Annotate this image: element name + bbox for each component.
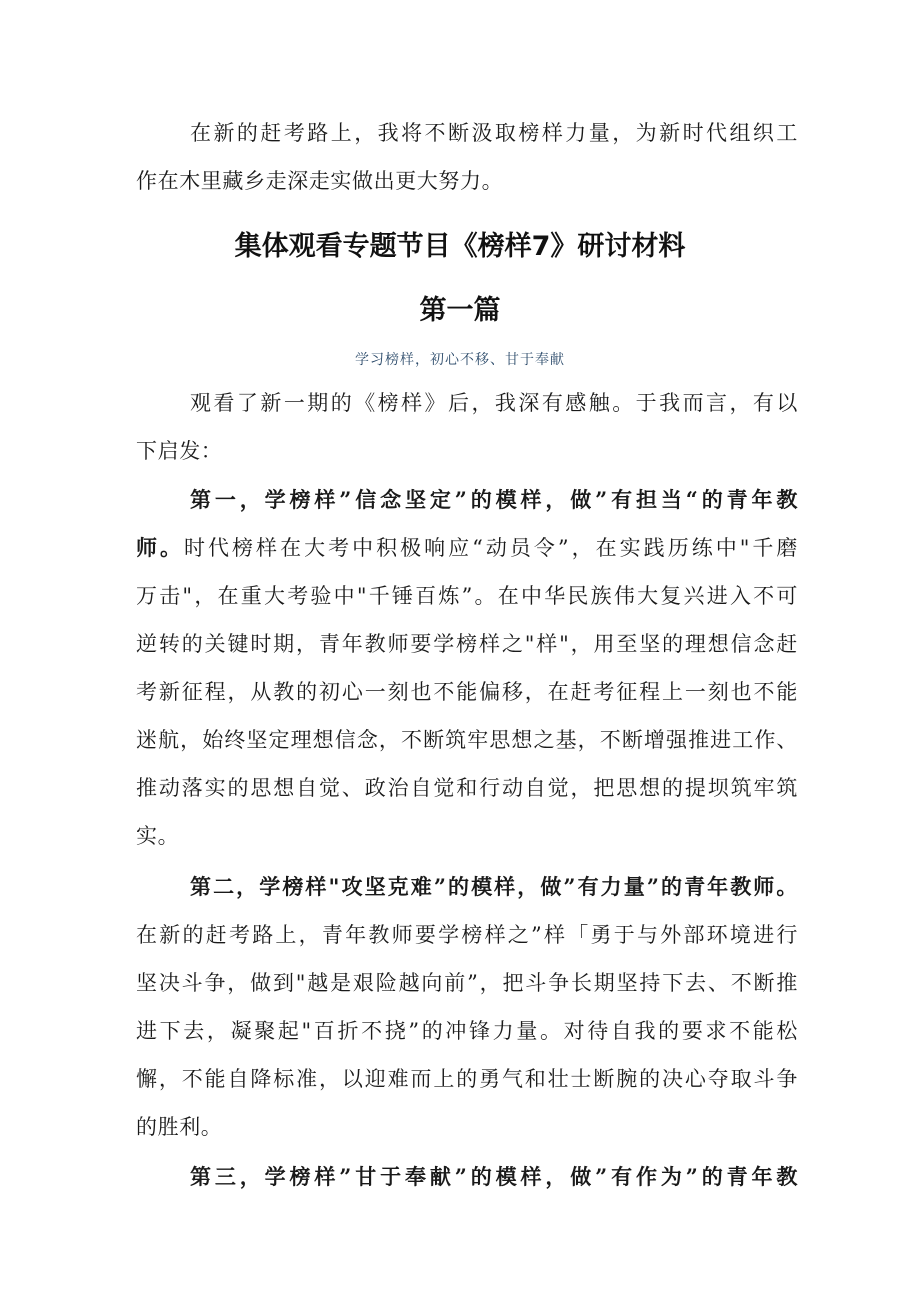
para2-line-1: 在新的赶考路上，青年教师要学榜样之”样「勇于与外部环境进行 <box>136 923 798 947</box>
para1-line-7: 实。 <box>136 824 180 848</box>
para0-line-2: 下启发： <box>136 439 223 463</box>
intro-line-2: 作在木里藏乡走深走实做出更大努力。 <box>136 169 504 193</box>
para1-line-1 <box>136 534 798 562</box>
section-subtitle: 学习榜样，初心不移、甘于奉献 <box>355 352 565 368</box>
intro-line-1: 在新的赶考路上，我将不断汲取榜样力量，为新时代组织工 <box>190 121 798 145</box>
para1-line-3: 逆转的关键时期，青年教师要学榜样之"样"，用至坚的理想信念赶 <box>136 632 798 656</box>
para1-heading-tail: 师。 <box>136 535 185 560</box>
para2-line-5: 的胜利。 <box>136 1115 223 1139</box>
para2-heading: 第二，学榜样"攻坚克难”的模样，做”有力量”的青年教师。 <box>190 874 798 899</box>
para1-line-1-text: 时代榜样在大考中积极响应“动员令”，在实践历练中"千磨 <box>184 536 798 560</box>
para3-heading: 第三，学榜样”甘于奉献”的模样，做”有作为”的青年教 <box>190 1164 798 1189</box>
para1-line-6: 推动落实的思想自觉、政治自觉和行动自觉，把思想的提坝筑牢筑 <box>136 776 798 800</box>
para0-line-1: 观看了新一期的《榜样》后，我深有感触。于我而言，有以 <box>190 391 798 415</box>
para2-line-4: 懈，不能自降标准，以迎难而上的勇气和壮士断腕的决心夺取斗争 <box>136 1067 798 1091</box>
para1-line-5: 迷航，始终坚定理想信念，不断筑牢思想之基，不断增强推进工作、 <box>136 728 798 752</box>
para1-line-4: 考新征程，从教的初心一刻也不能偏移，在赶考征程上一刻也不能 <box>136 680 798 704</box>
document-title: 集体观看专题节目《榜样7》研讨材料 <box>234 231 686 262</box>
section-title: 第一篇 <box>419 295 501 326</box>
para2-line-3: 进下去，凝聚起"百折不挠”的冲锋力量。对待自我的要求不能松 <box>136 1019 798 1043</box>
para1-line-2: 万击"，在重大考验中"千锤百炼”。在中华民族伟大复兴进入不可 <box>136 584 798 608</box>
para1-heading: 第一，学榜样”信念坚定”的模样，做”有担当“的青年教 <box>190 487 798 512</box>
para2-line-2: 坚决斗争，做到"越是艰险越向前”，把斗争长期坚持下去、不断推 <box>136 971 798 995</box>
